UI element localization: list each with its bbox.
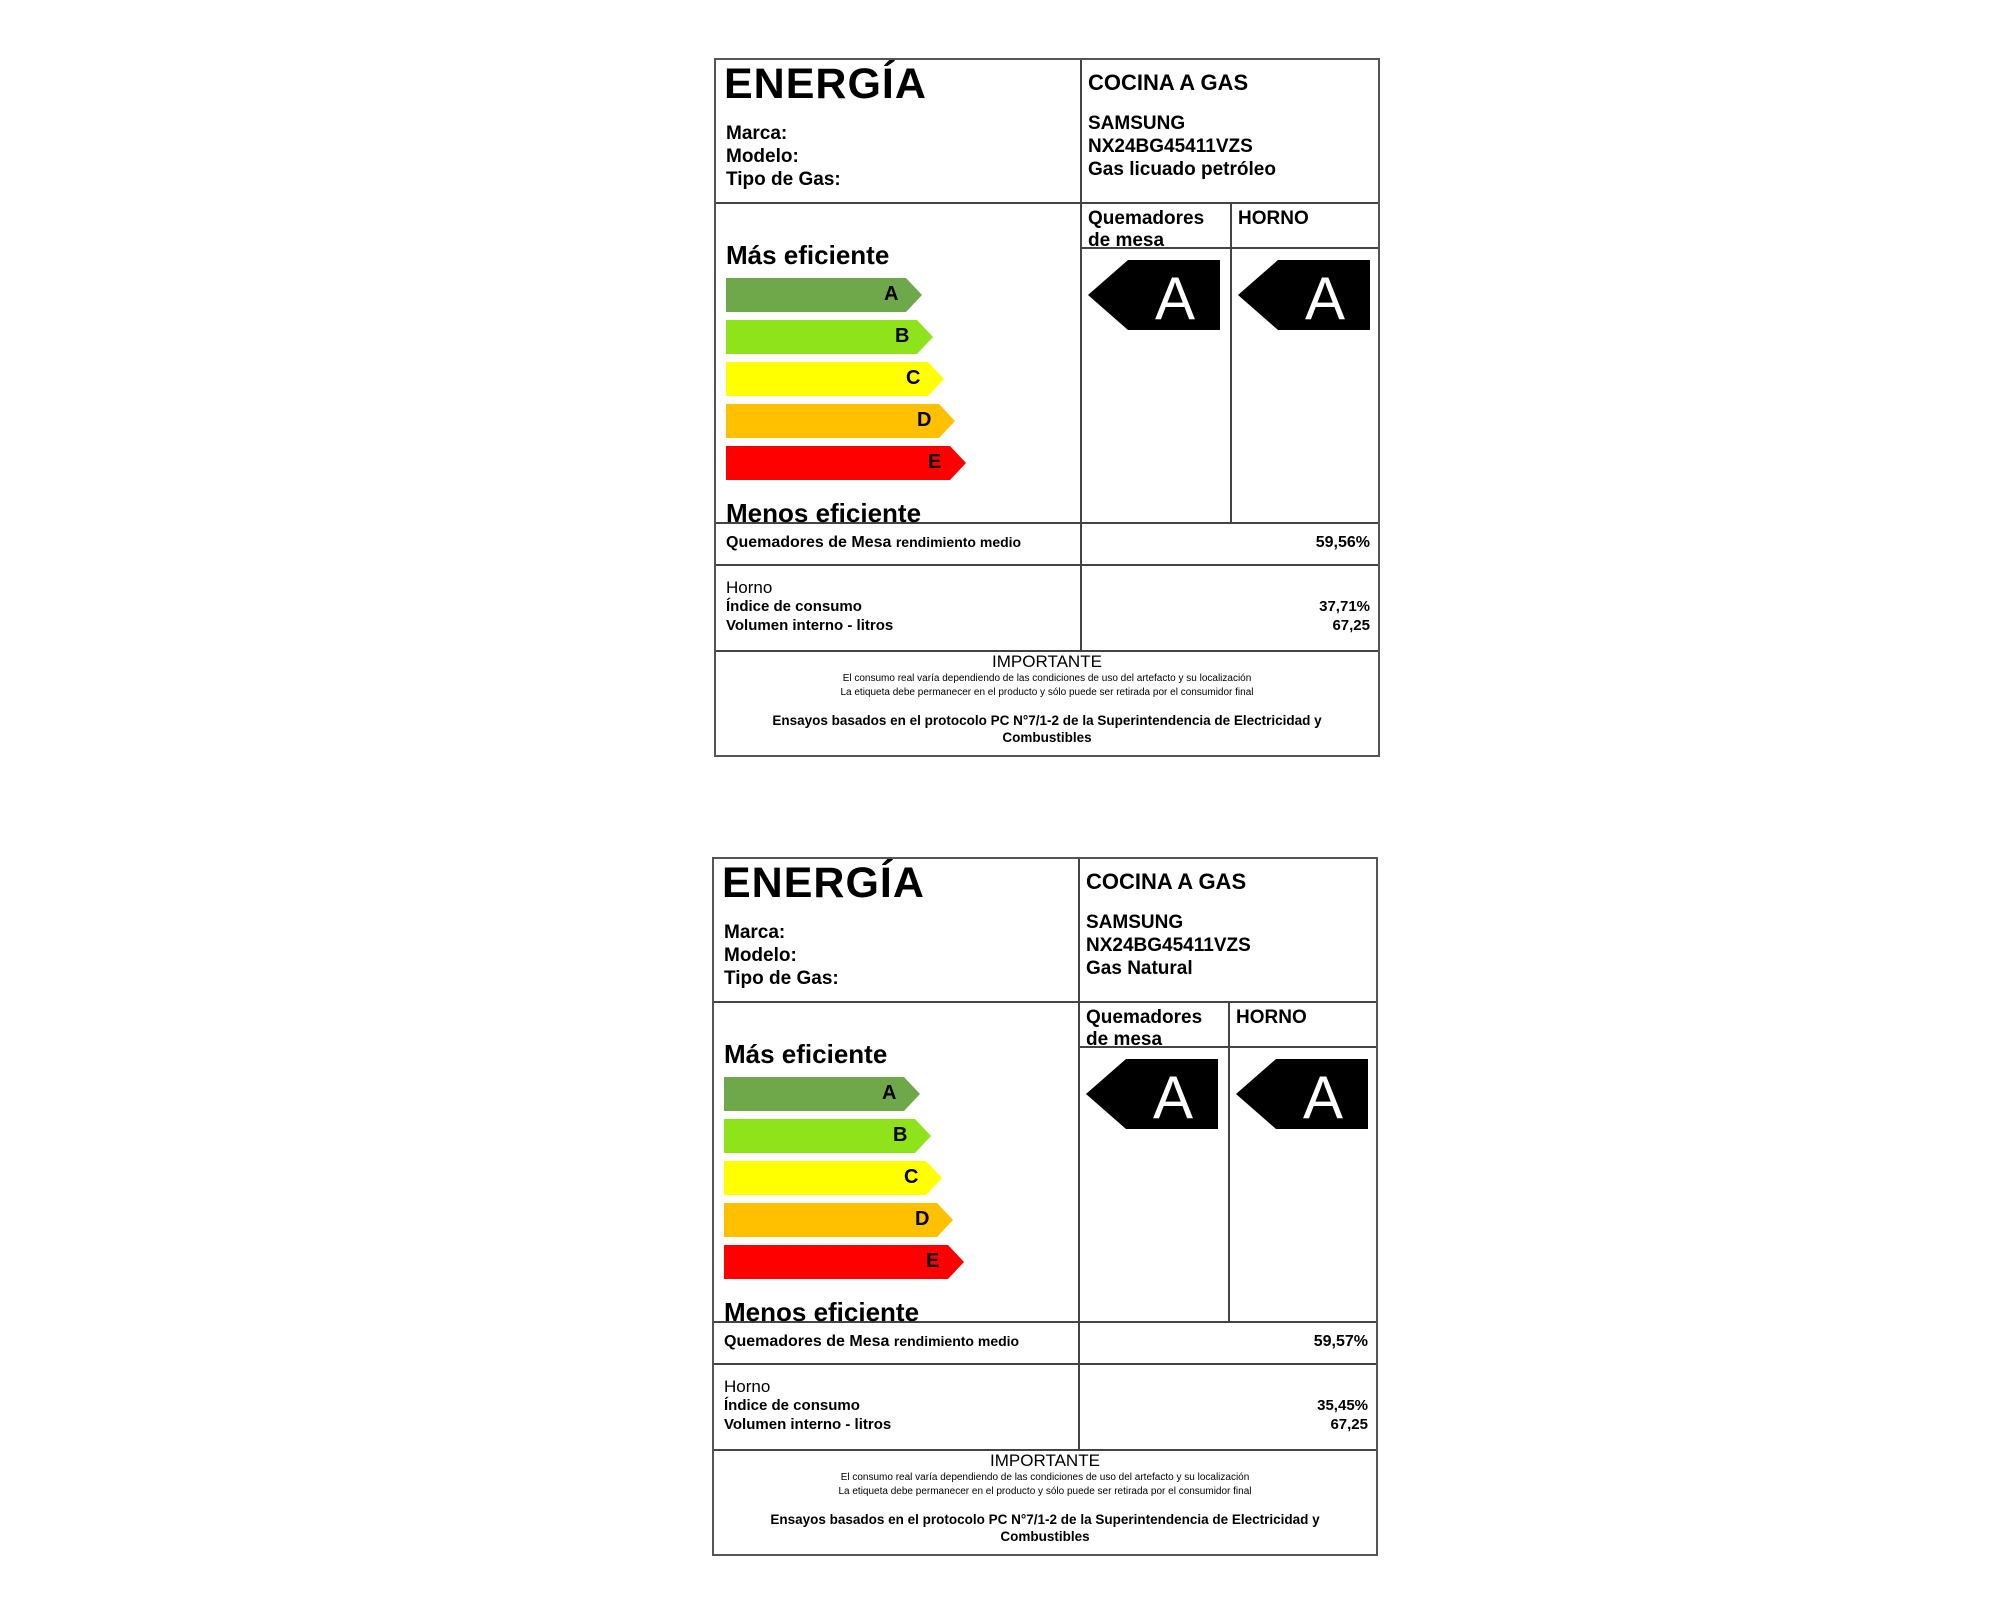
scale-bar-d <box>724 1203 953 1237</box>
gas-type-label: Tipo de Gas: <box>726 169 841 190</box>
burners-row-sub: rendimiento medio <box>893 1333 1020 1349</box>
column-burners-head <box>1088 208 1228 252</box>
field-labels <box>724 921 839 990</box>
divider-oven-row <box>716 564 1378 566</box>
oven-index-label: Índice de consumo <box>724 1397 860 1414</box>
protocol-line-2: Combustibles <box>1002 730 1092 745</box>
protocol-line-1: Ensayos basados en el protocolo PC N°7/1-2 de la Superintendencia de Electricidad y <box>772 713 1322 728</box>
scale-bar-b <box>726 320 933 354</box>
scale-bar-c <box>726 362 944 396</box>
product-values <box>1086 911 1251 980</box>
oven-row-labels <box>726 578 893 635</box>
scale-letter-e: E <box>928 451 942 473</box>
product-values <box>1088 112 1276 181</box>
important-line-1: El consumo real varía dependiendo de las condiciones de uso del artefacto y su localización <box>842 673 1252 684</box>
oven-label: Horno <box>726 578 773 597</box>
oven-row-values <box>1319 597 1370 635</box>
scale-letter-b: B <box>893 1124 908 1146</box>
important-section <box>714 1451 1376 1545</box>
column-burners-head <box>1086 1007 1226 1051</box>
scale-letter-a: A <box>884 283 899 305</box>
scale-letter-d: D <box>915 1208 930 1230</box>
energy-label-natural-gas <box>712 857 1378 1556</box>
oven-volume-label: Volumen interno - litros <box>726 617 894 634</box>
scale-letter-a: A <box>882 1082 897 1104</box>
divider-header <box>716 202 1378 204</box>
scale-letter-e: E <box>926 1250 940 1272</box>
rating-oven-letter: A <box>1302 1064 1344 1131</box>
oven-row-labels <box>724 1377 891 1434</box>
oven-volume-value: 67,25 <box>1332 617 1370 634</box>
brand-value: SAMSUNG <box>1088 113 1186 134</box>
burners-row-label <box>724 1333 1019 1351</box>
column-burners-text: Quemadores de mesa <box>1086 1007 1203 1050</box>
scale-bar-c <box>724 1161 942 1195</box>
scale-letter-d: D <box>917 409 932 431</box>
important-title: IMPORTANTE <box>990 1451 1100 1470</box>
scale-bar-a <box>724 1077 920 1111</box>
scale-bar-e <box>724 1245 964 1279</box>
oven-index-value: 37,71% <box>1319 598 1370 615</box>
energy-title: ENERGÍA <box>722 859 925 907</box>
important-line-2: La etiqueta debe permanecer en el producto y sólo puede ser retirada por el consumidor final <box>840 687 1254 698</box>
rating-arrow-burners <box>1088 260 1220 330</box>
less-efficient-label: Menos eficiente <box>724 1297 920 1327</box>
energy-title: ENERGÍA <box>724 60 927 108</box>
model-value: NX24BG45411VZS <box>1088 136 1253 157</box>
oven-index-value: 35,45% <box>1317 1397 1368 1414</box>
oven-row-values <box>1317 1396 1368 1434</box>
less-efficient-label: Menos eficiente <box>726 498 922 528</box>
oven-volume-value: 67,25 <box>1330 1416 1368 1433</box>
rating-arrow-burners <box>1086 1059 1218 1129</box>
rating-burners-letter: A <box>1154 265 1196 332</box>
gas-type-value: Gas licuado petróleo <box>1088 159 1276 180</box>
model-label: Modelo: <box>726 146 799 167</box>
divider-vertical-columns <box>1230 202 1232 522</box>
rating-arrow-oven <box>1238 260 1370 330</box>
gas-type-value: Gas Natural <box>1086 958 1193 979</box>
model-label: Modelo: <box>724 945 797 966</box>
rating-arrow-oven <box>1236 1059 1368 1129</box>
scale-letter-c: C <box>906 367 921 389</box>
energy-label-lpg <box>714 58 1380 757</box>
divider-oven-row <box>714 1363 1376 1365</box>
brand-value: SAMSUNG <box>1086 912 1184 933</box>
protocol-line-2: Combustibles <box>1000 1529 1090 1544</box>
product-type: COCINA A GAS <box>1088 70 1249 95</box>
divider-header <box>714 1001 1376 1003</box>
scale-letter-b: B <box>895 325 910 347</box>
scale-bar-b <box>724 1119 931 1153</box>
oven-volume-label: Volumen interno - litros <box>724 1416 892 1433</box>
field-labels <box>726 122 841 191</box>
column-oven-head: HORNO <box>1236 1007 1307 1028</box>
oven-index-label: Índice de consumo <box>726 598 862 615</box>
scale-bar-d <box>726 404 955 438</box>
gas-type-label: Tipo de Gas: <box>724 968 839 989</box>
rating-oven-letter: A <box>1304 265 1346 332</box>
burners-row-label <box>726 534 1021 552</box>
rating-burners-letter: A <box>1152 1064 1194 1131</box>
scale-bar-e <box>726 446 966 480</box>
more-efficient-label: Más eficiente <box>724 1039 888 1069</box>
protocol-line-1: Ensayos basados en el protocolo PC N°7/1-2 de la Superintendencia de Electricidad y <box>770 1512 1320 1527</box>
burners-efficiency-value: 59,56% <box>1315 534 1370 551</box>
brand-label: Marca: <box>726 123 788 144</box>
oven-label: Horno <box>724 1377 771 1396</box>
scale-letter-c: C <box>904 1166 919 1188</box>
important-line-1: El consumo real varía dependiendo de las condiciones de uso del artefacto y su localización <box>840 1472 1250 1483</box>
product-type: COCINA A GAS <box>1086 869 1247 894</box>
important-section <box>716 652 1378 746</box>
column-burners-text: Quemadores de mesa <box>1088 208 1205 251</box>
important-line-2: La etiqueta debe permanecer en el producto y sólo puede ser retirada por el consumidor final <box>838 1486 1252 1497</box>
burners-row-sub: rendimiento medio <box>895 534 1022 550</box>
more-efficient-label: Más eficiente <box>726 240 890 270</box>
column-oven-head: HORNO <box>1238 208 1309 229</box>
divider-vertical-columns <box>1228 1001 1230 1321</box>
brand-label: Marca: <box>724 922 786 943</box>
scale-bar-a <box>726 278 922 312</box>
model-value: NX24BG45411VZS <box>1086 935 1251 956</box>
important-title: IMPORTANTE <box>992 652 1102 671</box>
burners-row-title: Quemadores de Mesa <box>724 1333 890 1350</box>
burners-row-title: Quemadores de Mesa <box>726 534 892 551</box>
burners-efficiency-value: 59,57% <box>1313 1333 1368 1350</box>
